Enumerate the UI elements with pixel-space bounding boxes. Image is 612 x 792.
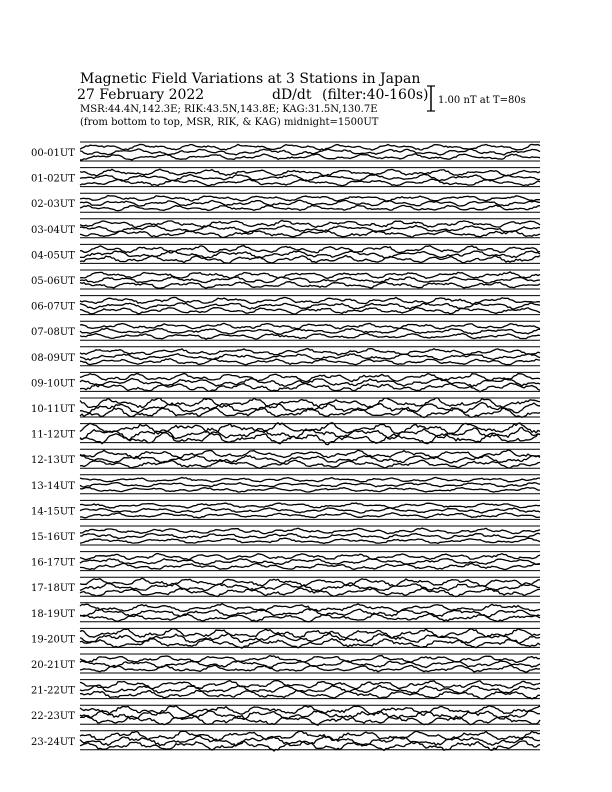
trace-kag	[80, 323, 540, 329]
trace-kag	[80, 731, 540, 741]
trace-kag	[80, 272, 540, 279]
trace-msr	[80, 588, 540, 597]
scale-label: 1.00 nT at T=80s	[438, 95, 526, 106]
trace-msr	[80, 538, 540, 543]
trace-rik	[80, 583, 540, 592]
row-18-19UT	[31, 603, 540, 622]
trace-msr	[80, 513, 540, 518]
row-label: 00-01UT	[31, 148, 75, 159]
row-13-14UT	[31, 475, 540, 494]
trace-kag	[80, 196, 540, 202]
row-16-17UT	[31, 552, 540, 571]
trace-kag	[80, 246, 540, 253]
row-label: 22-23UT	[31, 711, 75, 723]
scale-bar	[427, 86, 435, 111]
trace-rik	[80, 609, 540, 617]
row-label: 15-16UT	[31, 532, 75, 543]
chart-quantity: dD/dt	[272, 87, 312, 103]
trace-kag	[80, 398, 540, 409]
trace-msr	[80, 460, 540, 468]
trace-rik	[80, 174, 540, 181]
trace-msr	[80, 488, 540, 493]
row-label: 20-21UT	[31, 660, 75, 671]
trace-kag	[80, 349, 540, 355]
row-09-10UT	[31, 372, 540, 391]
trace-kag	[80, 554, 540, 560]
row-17-18UT	[31, 577, 540, 596]
row-10-11UT	[31, 398, 540, 418]
row-15-16UT	[31, 526, 540, 545]
trace-rik	[80, 661, 540, 668]
row-label: 23-24UT	[31, 736, 75, 748]
row-label: 19-20UT	[31, 634, 75, 646]
row-23-24UT	[31, 731, 540, 751]
row-04-05UT	[31, 244, 540, 263]
chart-filter: (filter:40-160s)	[322, 87, 429, 103]
trace-msr	[80, 383, 540, 392]
row-05-06UT	[31, 270, 540, 289]
row-11-12UT	[31, 423, 540, 445]
trace-msr	[80, 563, 540, 569]
trace-kag	[80, 297, 540, 304]
trace-kag	[80, 503, 540, 508]
trace-rik	[80, 533, 540, 539]
trace-msr	[80, 231, 540, 238]
row-08-09UT	[31, 347, 540, 366]
row-01-02UT	[31, 168, 540, 187]
row-label: 12-13UT	[31, 455, 75, 467]
trace-kag	[80, 144, 540, 150]
trace-kag	[80, 169, 540, 176]
row-label: 08-09UT	[31, 352, 75, 364]
station-coordinates: MSR:44.4N,142.3E; RIK:43.5N,143.8E; KAG:31.5N,130.7E	[80, 104, 378, 115]
trace-msr	[80, 154, 540, 160]
row-07-08UT	[31, 321, 540, 340]
trace-msr	[80, 691, 540, 700]
chart-title: Magnetic Field Variations at 3 Stations in Japan	[80, 71, 421, 87]
trace-msr	[80, 308, 540, 315]
row-label: 13-14UT	[31, 480, 75, 492]
chart-date: 27 February 2022	[77, 87, 205, 103]
row-22-23UT	[31, 705, 540, 725]
row-label: 14-15UT	[31, 506, 75, 518]
row-label: 16-17UT	[31, 557, 75, 569]
trace-rik	[80, 200, 540, 206]
trace-kag	[80, 374, 540, 382]
row-21-22UT	[31, 680, 540, 699]
trace-kag	[80, 656, 540, 663]
row-03-04UT	[31, 219, 540, 238]
row-20-21UT	[31, 654, 540, 673]
trace-kag	[80, 629, 540, 639]
row-02-03UT	[31, 193, 540, 212]
row-label: 10-11UT	[31, 404, 75, 415]
trace-rik	[80, 508, 540, 513]
row-00-01UT	[31, 142, 540, 161]
row-19-20UT	[31, 628, 540, 648]
row-label: 07-08UT	[31, 327, 75, 339]
trace-msr	[80, 614, 540, 622]
row-label: 11-12UT	[31, 429, 75, 441]
station-order-note: (from bottom to top, MSR, RIK, & KAG) midnight=1500UT	[80, 117, 379, 128]
row-label: 09-10UT	[31, 378, 75, 390]
row-06-07UT	[31, 296, 540, 315]
trace-rik	[80, 149, 540, 155]
trace-rik	[80, 428, 540, 440]
trace-kag	[80, 477, 540, 482]
trace-rik	[80, 328, 540, 334]
row-label: 03-04UT	[31, 224, 75, 236]
trace-kag	[80, 706, 540, 716]
row-label: 06-07UT	[31, 301, 75, 313]
row-label: 01-02UT	[31, 173, 75, 185]
row-label: 04-05UT	[31, 250, 75, 262]
row-label: 18-19UT	[31, 608, 75, 620]
trace-kag	[80, 578, 540, 586]
trace-msr	[80, 205, 540, 211]
row-label: 17-18UT	[31, 583, 75, 595]
row-14-15UT	[31, 500, 540, 519]
trace-kag	[80, 528, 540, 534]
row-label: 21-22UT	[31, 685, 75, 697]
row-label: 02-03UT	[31, 199, 75, 211]
trace-msr	[80, 359, 540, 366]
row-label: 05-06UT	[31, 276, 75, 287]
row-12-13UT	[31, 449, 540, 468]
trace-rik	[80, 483, 540, 488]
trace-msr	[80, 334, 540, 340]
